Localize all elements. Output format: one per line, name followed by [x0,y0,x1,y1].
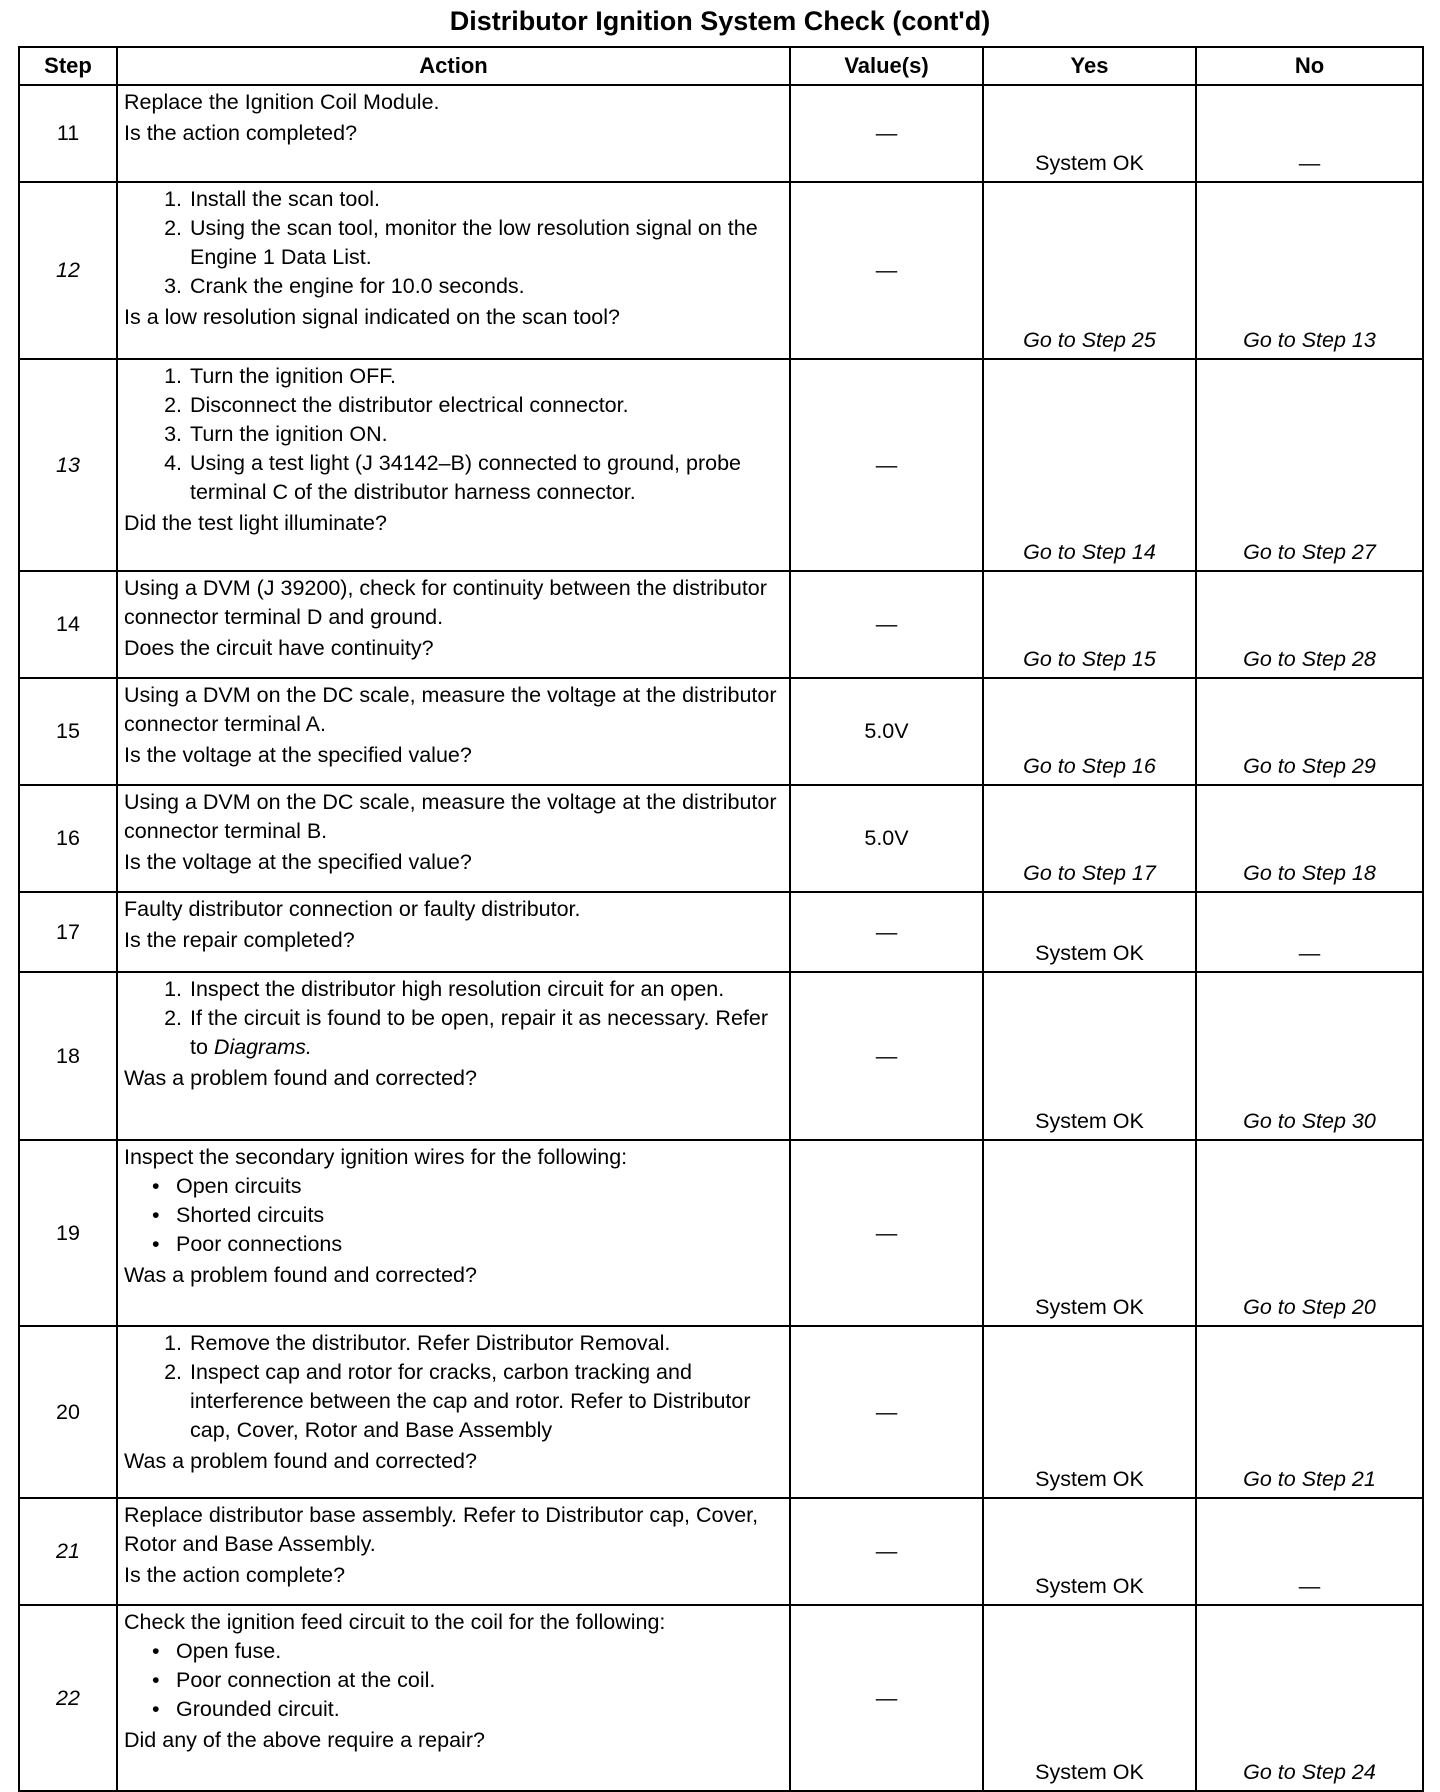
list-item: 2. Disconnect the distributor electrical connector. [164,393,629,417]
no-cell: Go to Step 28 [1196,571,1423,678]
page-title: Distributor Ignition System Check (cont'd) [449,6,991,36]
action-question: Is the action complete? [124,1563,346,1587]
step-number: 19 [19,1140,117,1326]
action-cell [117,359,790,571]
yes-cell: System OK [983,1140,1196,1326]
yes-cell: Go to Step 15 [983,571,1196,678]
action-question: Is the voltage at the specified value? [124,850,472,874]
action-question: Did the test light illuminate? [124,511,387,535]
action-cell [117,678,790,785]
table-row [19,892,1423,972]
yes-cell: System OK [983,1326,1196,1498]
step-number: 14 [19,571,117,678]
step-number: 13 [19,359,117,571]
yes-cell: Go to Step 16 [983,678,1196,785]
yes-cell: System OK [983,892,1196,972]
list-item: 1. Install the scan tool. [164,187,381,211]
list-item: 1. Remove the distributor. Refer Distributor Removal. [164,1331,671,1355]
value-cell: — [790,1326,983,1498]
action-text: Inspect the secondary ignition wires for the following: [124,1145,628,1169]
no-cell: Go to Step 18 [1196,785,1423,892]
value-cell: 5.0V [790,678,983,785]
table-row [19,182,1423,359]
step-number: 20 [19,1326,117,1498]
header-action: Action [117,47,790,85]
list-item: 3. Crank the engine for 10.0 seconds. [164,274,525,298]
step-number: 12 [19,182,117,359]
action-question: Is the action completed? [124,121,358,145]
list-item: 1. Inspect the distributor high resolution circuit for an open. [164,977,725,1001]
bullet-item: • Open fuse. [152,1639,282,1663]
action-cell [117,182,790,359]
value-cell: — [790,1140,983,1326]
action-text: Replace the Ignition Coil Module. [124,90,440,114]
header-row [19,47,1423,85]
action-text: Using a DVM (J 39200), check for continuity between the distributor connector terminal D and ground. [124,576,767,629]
bullet-item: • Poor connections [152,1232,343,1256]
table-row [19,1140,1423,1326]
action-question: Is the voltage at the specified value? [124,743,472,767]
table-row [19,785,1423,892]
action-question: Was a problem found and corrected? [124,1263,477,1287]
diagrams-reference: Diagrams. [213,1035,312,1059]
action-question: Was a problem found and corrected? [124,1449,477,1473]
step-number: 16 [19,785,117,892]
value-cell: 5.0V [790,785,983,892]
value-cell: — [790,1605,983,1791]
no-cell: — [1196,892,1423,972]
list-item: 2. Inspect cap and rotor for cracks, carbon tracking and interference between the cap and rotor. Refer to Distributor cap, Cover, Rotor and Base Assembly [164,1360,751,1442]
no-cell: Go to Step 13 [1196,182,1423,359]
no-cell: Go to Step 20 [1196,1140,1423,1326]
yes-cell: System OK [983,972,1196,1140]
table-row [19,359,1423,571]
table-row [19,85,1423,182]
action-text: Faulty distributor connection or faulty distributor. [124,897,581,921]
bullet-item: • Poor connection at the coil. [152,1668,436,1692]
header-yes: Yes [983,47,1196,85]
action-cell [117,1326,790,1498]
table-row [19,678,1423,785]
step-number: 11 [19,85,117,182]
table-row [19,571,1423,678]
value-cell: — [790,892,983,972]
action-question: Is a low resolution signal indicated on the scan tool? [124,305,621,329]
step-number: 22 [19,1605,117,1791]
value-cell: — [790,571,983,678]
action-question: Is the repair completed? [124,928,355,952]
bullet-item: • Shorted circuits [152,1203,325,1227]
action-text: Check the ignition feed circuit to the coil for the following: [124,1610,666,1634]
action-question: Did any of the above require a repair? [124,1728,485,1752]
action-text: Using a DVM on the DC scale, measure the voltage at the distributor connector terminal B. [124,790,777,843]
step-number: 18 [19,972,117,1140]
table-row [19,1605,1423,1791]
no-cell: Go to Step 27 [1196,359,1423,571]
action-cell [117,972,790,1140]
no-cell: Go to Step 21 [1196,1326,1423,1498]
action-text: Using a DVM on the DC scale, measure the voltage at the distributor connector terminal A. [124,683,777,736]
value-cell: — [790,85,983,182]
action-cell [117,571,790,678]
yes-cell: Go to Step 14 [983,359,1196,571]
step-number: 21 [19,1498,117,1605]
action-cell [117,1498,790,1605]
action-text: Replace distributor base assembly. Refer to Distributor cap, Cover, Rotor and Base Assembly. [124,1503,759,1556]
no-cell: — [1196,85,1423,182]
action-cell [117,892,790,972]
no-cell: Go to Step 30 [1196,972,1423,1140]
action-cell [117,85,790,182]
yes-cell: System OK [983,85,1196,182]
action-cell [117,785,790,892]
no-cell: Go to Step 29 [1196,678,1423,785]
header-no: No [1196,47,1423,85]
step-number: 15 [19,678,117,785]
action-question: Was a problem found and corrected? [124,1066,477,1090]
yes-cell: System OK [983,1498,1196,1605]
bullet-item: • Open circuits [152,1174,302,1198]
list-item: 2. If the circuit is found to be open, repair it as necessary. Refer to Diagrams. [164,1006,769,1059]
table-row [19,1498,1423,1605]
header-step: Step [19,47,117,85]
action-cell [117,1605,790,1791]
value-cell: — [790,972,983,1140]
action-cell [117,1140,790,1326]
list-item: 2. Using the scan tool, monitor the low resolution signal on the Engine 1 Data List. [164,216,758,269]
list-item: 3. Turn the ignition ON. [164,422,388,446]
no-cell: — [1196,1498,1423,1605]
action-question: Does the circuit have continuity? [124,636,434,660]
value-cell: — [790,359,983,571]
yes-cell: Go to Step 17 [983,785,1196,892]
value-cell: — [790,1498,983,1605]
value-cell: — [790,182,983,359]
ignition-check-table [18,46,1424,1792]
yes-cell: Go to Step 25 [983,182,1196,359]
header-values: Value(s) [790,47,983,85]
no-cell: Go to Step 24 [1196,1605,1423,1791]
list-item: 1. Turn the ignition OFF. [164,364,396,388]
yes-cell: System OK [983,1605,1196,1791]
table-row [19,1326,1423,1498]
list-item: 4. Using a test light (J 34142–B) connected to ground, probe terminal C of the distributor harness connector. [164,451,741,504]
bullet-item: • Grounded circuit. [152,1697,340,1721]
table-row [19,972,1423,1140]
step-number: 17 [19,892,117,972]
